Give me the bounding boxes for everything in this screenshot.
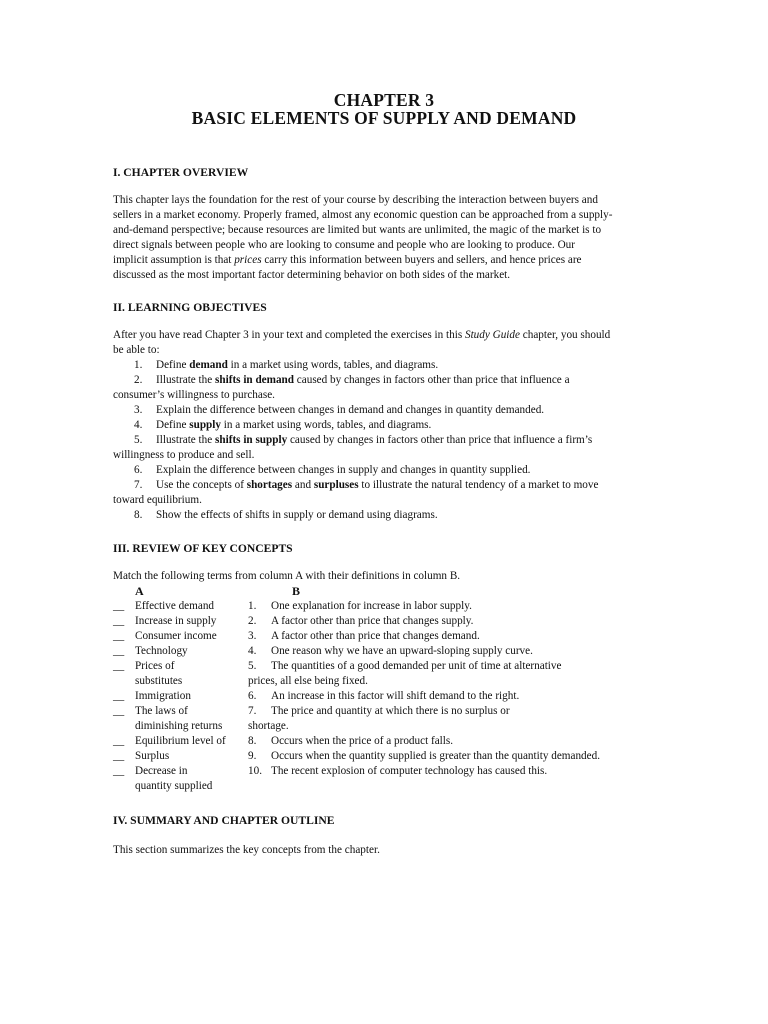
key-term: shifts in supply bbox=[215, 434, 288, 446]
text-run: Illustrate the bbox=[156, 434, 216, 446]
answer-blank[interactable]: __ bbox=[113, 735, 125, 747]
column-b-cell bbox=[248, 674, 673, 689]
definition-number: 6. bbox=[248, 690, 257, 702]
column-a-cell bbox=[113, 719, 248, 734]
text-run: Use the concepts of bbox=[156, 479, 247, 491]
definition: One explanation for increase in labor supply. bbox=[271, 600, 472, 612]
answer-blank[interactable]: __ bbox=[113, 765, 125, 777]
table-row bbox=[113, 614, 673, 629]
text-run: Illustrate the bbox=[156, 374, 216, 386]
definition: An increase in this factor will shift demand to the right. bbox=[271, 690, 520, 702]
text-run: After you have read Chapter 3 in your text and completed the exercises in this bbox=[113, 329, 465, 341]
term: Immigration bbox=[135, 690, 191, 702]
definition: A factor other than price that changes demand. bbox=[271, 630, 480, 642]
definition: Occurs when the quantity supplied is greater than the quantity demanded. bbox=[271, 750, 601, 762]
objective-continuation: consumer’s willingness to purchase. bbox=[113, 389, 275, 401]
text-run: Define bbox=[156, 419, 190, 431]
overview-line: sellers in a market economy. Properly framed, almost any economic question can be approached from a supply- bbox=[113, 209, 613, 221]
objectives-intro-line2: be able to: bbox=[113, 344, 160, 356]
objective-item bbox=[113, 403, 661, 418]
column-a-cell bbox=[113, 689, 248, 704]
term: diminishing returns bbox=[135, 720, 223, 732]
column-b-cell bbox=[248, 734, 673, 749]
objective-number: 5. bbox=[134, 434, 143, 446]
column-b-cell bbox=[248, 749, 673, 764]
term: Technology bbox=[135, 645, 188, 657]
objective-number: 6. bbox=[134, 464, 143, 476]
column-a-cell bbox=[113, 599, 248, 614]
objective-number: 2. bbox=[134, 374, 143, 386]
column-b-cell bbox=[248, 779, 673, 794]
column-a-cell bbox=[113, 734, 248, 749]
column-a-cell bbox=[113, 644, 248, 659]
text-run: Define bbox=[156, 359, 190, 371]
column-a-cell bbox=[113, 779, 248, 794]
column-a-cell bbox=[113, 614, 248, 629]
term: Effective demand bbox=[135, 600, 215, 612]
definition-number: 9. bbox=[248, 750, 257, 762]
definition: One reason why we have an upward-sloping supply curve. bbox=[271, 645, 533, 657]
text-run: and bbox=[292, 479, 314, 491]
objective-item bbox=[113, 418, 661, 433]
objective-item bbox=[113, 373, 661, 388]
text-run: Explain the difference between changes in demand and changes in quantity demanded. bbox=[156, 404, 545, 416]
term: Surplus bbox=[135, 750, 170, 762]
emphasis: prices bbox=[234, 254, 262, 266]
definition: A factor other than price that changes supply. bbox=[271, 615, 474, 627]
column-b-cell bbox=[248, 644, 673, 659]
spacer bbox=[113, 674, 135, 689]
term: Prices of bbox=[135, 660, 175, 672]
column-a-header: A bbox=[135, 584, 144, 598]
answer-blank[interactable]: __ bbox=[113, 630, 125, 642]
chapter-number: CHAPTER 3 bbox=[333, 90, 435, 110]
text-run: in a market using words, tables, and diagrams. bbox=[227, 359, 439, 371]
answer-blank[interactable]: __ bbox=[113, 750, 125, 762]
definition-number: 4. bbox=[248, 645, 257, 657]
table-row bbox=[113, 629, 673, 644]
review-intro: Match the following terms from column A with their definitions in column B. bbox=[113, 570, 461, 582]
term: substitutes bbox=[135, 675, 183, 687]
term: Decrease in bbox=[135, 765, 188, 777]
term: Equilibrium level of bbox=[135, 735, 226, 747]
table-row bbox=[113, 659, 673, 674]
overview-line: direct signals between people who are looking to consume and people who are looking to produce. Our bbox=[113, 239, 575, 251]
objective-item bbox=[113, 508, 661, 523]
definition: The quantities of a good demanded per unit of time at alternative bbox=[271, 660, 562, 672]
emphasis: Study Guide bbox=[464, 329, 520, 341]
table-row bbox=[113, 704, 673, 719]
text-run: caused by changes in factors other than price that influence a bbox=[294, 374, 570, 386]
table-row bbox=[113, 764, 673, 779]
column-b-cell bbox=[248, 689, 673, 704]
key-term: supply bbox=[189, 419, 221, 431]
matching-table bbox=[113, 599, 673, 794]
text-run: Show the effects of shifts in supply or demand using diagrams. bbox=[156, 509, 438, 521]
objectives-intro bbox=[113, 328, 661, 343]
objective-number: 8. bbox=[134, 509, 143, 521]
definition-number: 8. bbox=[248, 735, 257, 747]
column-b-header: B bbox=[292, 584, 301, 598]
column-a-cell bbox=[113, 749, 248, 764]
text-run: carry this information between buyers and sellers, and hence prices are bbox=[261, 254, 582, 266]
review-heading: III. REVIEW OF KEY CONCEPTS bbox=[113, 542, 293, 555]
definition: prices, all else being fixed. bbox=[248, 675, 368, 687]
objective-number: 1. bbox=[134, 359, 143, 371]
objectives-list bbox=[113, 328, 661, 523]
objective-continuation: toward equilibrium. bbox=[113, 494, 202, 506]
definition-number: 7. bbox=[248, 705, 257, 717]
definition: The recent explosion of computer technology has caused this. bbox=[271, 765, 548, 777]
table-row bbox=[113, 734, 673, 749]
spacer bbox=[113, 719, 135, 734]
objective-item bbox=[113, 463, 661, 478]
answer-blank[interactable]: __ bbox=[113, 600, 125, 612]
term: The laws of bbox=[135, 705, 188, 717]
term: quantity supplied bbox=[135, 780, 213, 792]
term: Consumer income bbox=[135, 630, 217, 642]
summary-text: This section summarizes the key concepts from the chapter. bbox=[113, 844, 380, 856]
definition-number: 5. bbox=[248, 660, 257, 672]
column-a-cell bbox=[113, 704, 248, 719]
column-b-cell bbox=[248, 719, 673, 734]
spacer bbox=[113, 779, 135, 794]
key-term: surpluses bbox=[313, 479, 359, 491]
answer-blank[interactable]: __ bbox=[113, 645, 125, 657]
answer-blank[interactable]: __ bbox=[113, 705, 125, 717]
column-b-cell bbox=[248, 659, 673, 674]
text-run: to illustrate the natural tendency of a market to move bbox=[358, 479, 599, 491]
overview-line: This chapter lays the foundation for the rest of your course by describing the interaction between buyers and bbox=[113, 194, 598, 206]
objective-continuation: willingness to produce and sell. bbox=[113, 449, 255, 461]
objective-number: 4. bbox=[134, 419, 143, 431]
definition-number: 10. bbox=[248, 765, 262, 777]
table-row bbox=[113, 749, 673, 764]
chapter-title: BASIC ELEMENTS OF SUPPLY AND DEMAND bbox=[191, 108, 577, 128]
objectives-heading: II. LEARNING OBJECTIVES bbox=[113, 301, 267, 314]
text-run: caused by changes in factors other than price that influence a firm’s bbox=[287, 434, 593, 446]
column-b-cell bbox=[248, 614, 673, 629]
column-a-cell bbox=[113, 674, 248, 689]
table-row-continuation bbox=[113, 674, 673, 689]
overview-paragraph bbox=[113, 193, 661, 283]
objective-item bbox=[113, 478, 661, 493]
objective-number: 7. bbox=[134, 479, 143, 491]
table-row bbox=[113, 689, 673, 704]
text-run: in a market using words, tables, and diagrams. bbox=[220, 419, 432, 431]
column-a-cell bbox=[113, 764, 248, 779]
term: Increase in supply bbox=[135, 615, 217, 627]
overview-line bbox=[113, 253, 661, 268]
table-row-continuation bbox=[113, 719, 673, 734]
objective-number: 3. bbox=[134, 404, 143, 416]
key-term: shortages bbox=[246, 479, 293, 491]
overview-heading: I. CHAPTER OVERVIEW bbox=[113, 166, 249, 179]
objective-item bbox=[113, 358, 661, 373]
overview-line: discussed as the most important factor determining behavior on both sides of the market. bbox=[113, 269, 511, 281]
column-b-cell bbox=[248, 599, 673, 614]
overview-line: and-demand perspective; because resources are limited but wants are unlimited, the magic of the market is to bbox=[113, 224, 602, 236]
text-run: implicit assumption is that bbox=[113, 254, 235, 266]
answer-blank[interactable]: __ bbox=[113, 690, 125, 702]
answer-blank[interactable]: __ bbox=[113, 615, 125, 627]
answer-blank[interactable]: __ bbox=[113, 660, 125, 672]
text-run: chapter, you should bbox=[519, 329, 611, 341]
column-b-cell bbox=[248, 704, 673, 719]
text-run: Explain the difference between changes in supply and changes in quantity supplied. bbox=[156, 464, 531, 476]
table-row bbox=[113, 599, 673, 614]
objective-items bbox=[113, 358, 661, 523]
column-a-cell bbox=[113, 659, 248, 674]
definition-number: 1. bbox=[248, 600, 257, 612]
table-row-continuation bbox=[113, 779, 673, 794]
objective-item bbox=[113, 433, 661, 448]
key-term: demand bbox=[189, 359, 228, 371]
definition: shortage. bbox=[248, 720, 289, 732]
definition: The price and quantity at which there is no surplus or bbox=[271, 705, 510, 717]
table-row bbox=[113, 644, 673, 659]
definition-number: 2. bbox=[248, 615, 257, 627]
definition-number: 3. bbox=[248, 630, 257, 642]
column-a-cell bbox=[113, 629, 248, 644]
definition: Occurs when the price of a product falls. bbox=[271, 735, 454, 747]
summary-heading: IV. SUMMARY AND CHAPTER OUTLINE bbox=[113, 814, 335, 827]
column-b-cell bbox=[248, 629, 673, 644]
key-term: shifts in demand bbox=[215, 374, 294, 386]
column-b-cell bbox=[248, 764, 673, 779]
